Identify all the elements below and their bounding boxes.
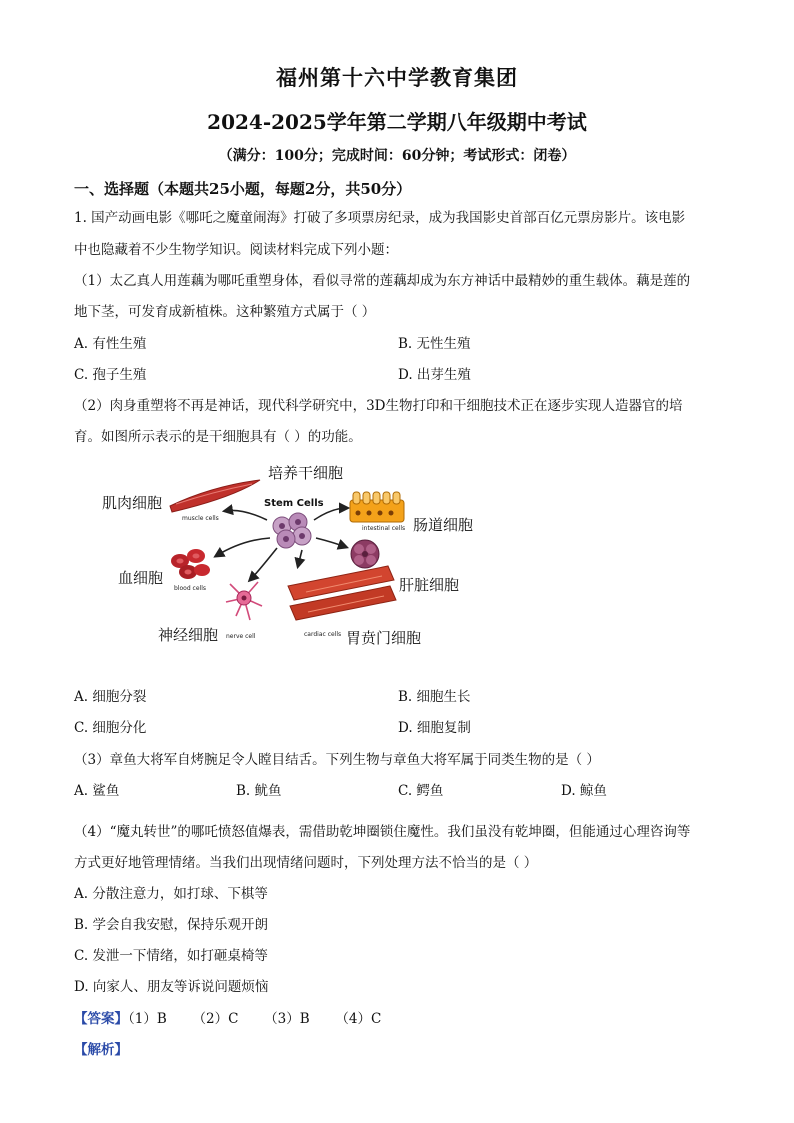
q1-sub2-option-c: C. 细胞分化 (74, 720, 147, 736)
q1-sub3-option-a: A. 鲨鱼 (74, 783, 120, 799)
blood-cells-illustration (171, 549, 210, 592)
q1-sub2-option-b: B. 细胞生长 (398, 689, 471, 705)
label-culture-stem-cells: 培养干细胞 (268, 464, 344, 482)
cardiac-cells-en: cardiac cells (304, 631, 342, 638)
q1-sub1-option-b: B. 无性生殖 (398, 336, 471, 352)
q1-sub2-option-a: A. 细胞分裂 (74, 689, 147, 705)
nerve-cell-en: nerve cell (226, 633, 256, 640)
q1-sub3-option-d: D. 鲸鱼 (561, 783, 607, 799)
label-nerve-cells: 神经细胞 (158, 626, 219, 644)
q1-sub1-option-c: C. 孢子生殖 (74, 367, 147, 383)
exam-title: 2024-2025学年第二学期八年级期中考试 (207, 110, 587, 134)
q1-sub1-option-a: A. 有性生殖 (74, 336, 147, 352)
q1-sub4-option-b: B. 学会自我安慰，保持乐观开朗 (74, 917, 269, 933)
blood-cells-en: blood cells (174, 585, 206, 592)
answer-text: （1）B （2）C （3）B （4）C (128, 1011, 382, 1027)
nerve-cell-illustration (226, 582, 262, 640)
q1-sub2-line1: （2）肉身重塑将不再是神话，现代科学研究中，3D生物打印和干细胞技术正在逐步实现人造器官的培 (74, 398, 683, 414)
section-heading: 一、选择题（本题共25小题，每题2分，共50分） (74, 180, 412, 198)
label-cardiac-cells: 胃贲门细胞 (346, 629, 422, 647)
analysis-tag: 【解析】 (74, 1042, 128, 1058)
label-muscle-cells: 肌肉细胞 (102, 494, 163, 512)
analysis-line (74, 1040, 128, 1060)
q1-sub4-option-d: D. 向家人、朋友等诉说问题烦恼 (74, 979, 269, 995)
q1-sub2-option-d: D. 细胞复制 (398, 720, 471, 736)
q1-sub3-option-c: C. 鳄鱼 (398, 783, 444, 799)
q1-sub3-option-b: B. 鱿鱼 (236, 783, 282, 799)
school-title: 福州第十六中学教育集团 (276, 65, 518, 90)
q1-sub1-line1: （1）太乙真人用莲藕为哪吒重塑身体，看似寻常的莲藕却成为东方神话中最精妙的重生载体。藕是莲的 (74, 273, 691, 289)
answer-tag: 【答案】 (74, 1011, 128, 1027)
stem-cell-figure (92, 458, 492, 658)
q1-sub4-option-c: C. 发泄一下情绪，如打砸桌椅等 (74, 948, 268, 964)
muscle-cells-en: muscle cells (182, 515, 219, 522)
intestinal-cells-illustration (350, 492, 405, 532)
q1-sub1-option-d: D. 出芽生殖 (398, 367, 471, 383)
stem-cell-cluster (273, 513, 311, 548)
cardiac-cells-illustration (288, 566, 396, 638)
q1-sub4-option-a: A. 分散注意力，如打球、下棋等 (74, 886, 268, 902)
intestinal-cells-en: intestinal cells (362, 525, 406, 532)
answer-line (74, 1009, 381, 1029)
q1-stem-line1: 1. 国产动画电影《哪吒之魔童闹海》打破了多项票房纪录，成为我国影史首部百亿元票房影片。该电影 (74, 210, 686, 226)
q1-sub3-line1: （3）章鱼大将军自烤腕足令人瞠目结舌。下列生物与章鱼大将军属于同类生物的是（ ） (74, 752, 600, 768)
q1-sub1-line2: 地下茎，可发育成新植株。这种繁殖方式属于（ ） (74, 304, 376, 320)
label-blood-cells: 血细胞 (118, 569, 164, 587)
label-liver-cells: 肝脏细胞 (399, 576, 460, 594)
q1-sub2-line2: 育。如图所示表示的是干细胞具有（ ）的功能。 (74, 429, 362, 445)
stem-cells-label: Stem Cells (264, 498, 324, 509)
label-intestinal-cells: 肠道细胞 (413, 516, 474, 534)
q1-sub4-line2: 方式更好地管理情绪。当我们出现情绪问题时，下列处理方法不恰当的是（ ） (74, 855, 538, 871)
q1-stem-line2: 中也隐藏着不少生物学知识。阅读材料完成下列小题： (74, 242, 398, 258)
exam-info: （满分：100分；完成时间：60分钟；考试形式：闭卷） (218, 148, 576, 164)
q1-sub4-line1: （4）“魔丸转世”的哪吒愤怒值爆表，需借助乾坤圈锁住魔性。我们虽没有乾坤圈，但能通过心理咨询等 (74, 824, 691, 840)
muscle-cells-illustration (170, 480, 260, 522)
